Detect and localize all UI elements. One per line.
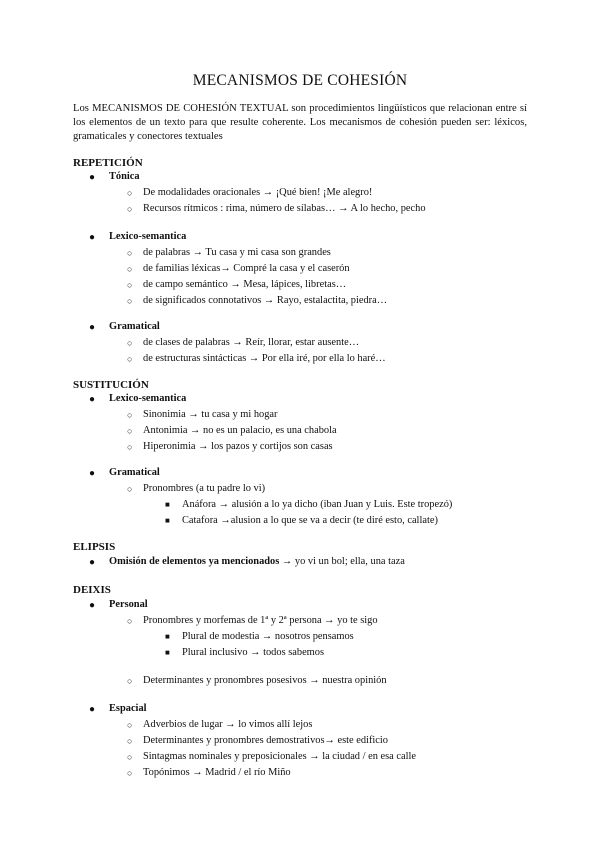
list-item: de familias léxicas→ Compré la casa y el caserón xyxy=(143,263,350,274)
list-item: Pronombres y morfemas de 1ª y 2ª persona → yo te sigo xyxy=(143,615,378,626)
list-item: Sintagmas nominales y preposicionales → la ciudad / en esa calle xyxy=(143,751,416,762)
bullet-dot: ● xyxy=(89,232,96,243)
list-item: Anáfora → alusión a lo ya dicho (iban Juan y Luis. Este tropezó) xyxy=(182,499,453,510)
bullet-circle: ○ xyxy=(127,720,133,730)
bullet-dot: ● xyxy=(89,557,96,568)
subsection-gramatical: Gramatical xyxy=(109,321,160,332)
subsection-lexico-semantica: Lexico-semantica xyxy=(109,231,187,242)
bullet-dot: ● xyxy=(89,600,96,611)
bullet-circle: ○ xyxy=(127,484,133,494)
list-item: Antonimia → no es un palacio, es una chabola xyxy=(143,425,337,436)
list-item xyxy=(109,556,405,567)
subsection-lexico-semantica: Lexico-semantica xyxy=(109,393,187,404)
intro-paragraph: Los MECANISMOS DE COHESIÓN TEXTUAL son procedimientos lingüísticos que relacionan entre sí los elementos de un texto para que resulte coherente. Los mecanismos de cohesión pueden ser: léxicos, gramaticales y conectores textuales xyxy=(73,103,527,142)
bullet-circle: ○ xyxy=(127,426,133,436)
list-item: de clases de palabras → Reír, llorar, estar ausente… xyxy=(143,337,360,348)
section-heading-elipsis: ELIPSIS xyxy=(73,541,116,553)
bullet-circle: ○ xyxy=(127,354,133,364)
subsection-tonica: Tónica xyxy=(109,171,140,182)
bullet-circle: ○ xyxy=(127,264,133,274)
list-item: Determinantes y pronombres demostrativos→ este edificio xyxy=(143,735,388,746)
bullet-circle: ○ xyxy=(127,736,133,746)
bullet-circle: ○ xyxy=(127,188,133,198)
subsection-espacial: Espacial xyxy=(109,703,147,714)
list-item: Adverbios de lugar → lo vimos allí lejos xyxy=(143,719,313,730)
list-item: de estructuras sintácticas → Por ella iré, por ella lo haré… xyxy=(143,353,386,364)
list-item: Topónimos → Madrid / el río Miño xyxy=(143,767,291,778)
elipsis-example-text: → yo vi un bol; ella, una taza xyxy=(279,556,405,567)
list-item: Catafora →alusion a lo que se va a decir (te diré esto, callate) xyxy=(182,515,438,526)
list-item: de campo semántico → Mesa, lápices, libretas… xyxy=(143,279,347,290)
bullet-dot: ● xyxy=(89,172,96,183)
section-heading-deixis: DEIXIS xyxy=(73,584,111,596)
bullet-dot: ● xyxy=(89,704,96,715)
list-item: Recursos rítmicos : rima, número de sílabas… → A lo hecho, pecho xyxy=(143,203,426,214)
list-item: de palabras → Tu casa y mi casa son grandes xyxy=(143,247,331,258)
list-item: Plural de modestia → nosotros pensamos xyxy=(182,631,354,642)
section-heading-repeticion: REPETICIÓN xyxy=(73,157,143,169)
bullet-circle: ○ xyxy=(127,410,133,420)
bullet-circle: ○ xyxy=(127,248,133,258)
list-item: Determinantes y pronombres posesivos → nuestra opinión xyxy=(143,675,387,686)
list-item: Sinonimia → tu casa y mi hogar xyxy=(143,409,278,420)
bullet-circle: ○ xyxy=(127,280,133,290)
subsection-personal: Personal xyxy=(109,599,148,610)
bullet-circle: ○ xyxy=(127,442,133,452)
bullet-circle: ○ xyxy=(127,338,133,348)
bullet-square: ■ xyxy=(165,632,170,641)
section-heading-sustitucion: SUSTITUCIÓN xyxy=(73,379,149,391)
list-item: de significados connotativos → Rayo, estalactita, piedra… xyxy=(143,295,388,306)
bullet-square: ■ xyxy=(165,516,170,525)
bullet-circle: ○ xyxy=(127,752,133,762)
elipsis-bold-text: Omisión de elementos ya mencionados xyxy=(109,556,280,567)
bullet-square: ■ xyxy=(165,500,170,509)
list-item: Pronombres (a tu padre lo vi) xyxy=(143,483,266,494)
bullet-dot: ● xyxy=(89,468,96,479)
subsection-gramatical: Gramatical xyxy=(109,467,160,478)
list-item: Hiperonimia → los pazos y cortijos son casas xyxy=(143,441,333,452)
bullet-circle: ○ xyxy=(127,204,133,214)
bullet-square: ■ xyxy=(165,648,170,657)
page-title: MECANISMOS DE COHESIÓN xyxy=(192,72,408,89)
bullet-dot: ● xyxy=(89,322,96,333)
bullet-circle: ○ xyxy=(127,296,133,306)
list-item: De modalidades oracionales → ¡Qué bien! ¡Me alegro! xyxy=(143,187,373,198)
list-item: Plural inclusivo → todos sabemos xyxy=(182,647,324,658)
bullet-circle: ○ xyxy=(127,676,133,686)
bullet-dot: ● xyxy=(89,394,96,405)
bullet-circle: ○ xyxy=(127,616,133,626)
bullet-circle: ○ xyxy=(127,768,133,778)
